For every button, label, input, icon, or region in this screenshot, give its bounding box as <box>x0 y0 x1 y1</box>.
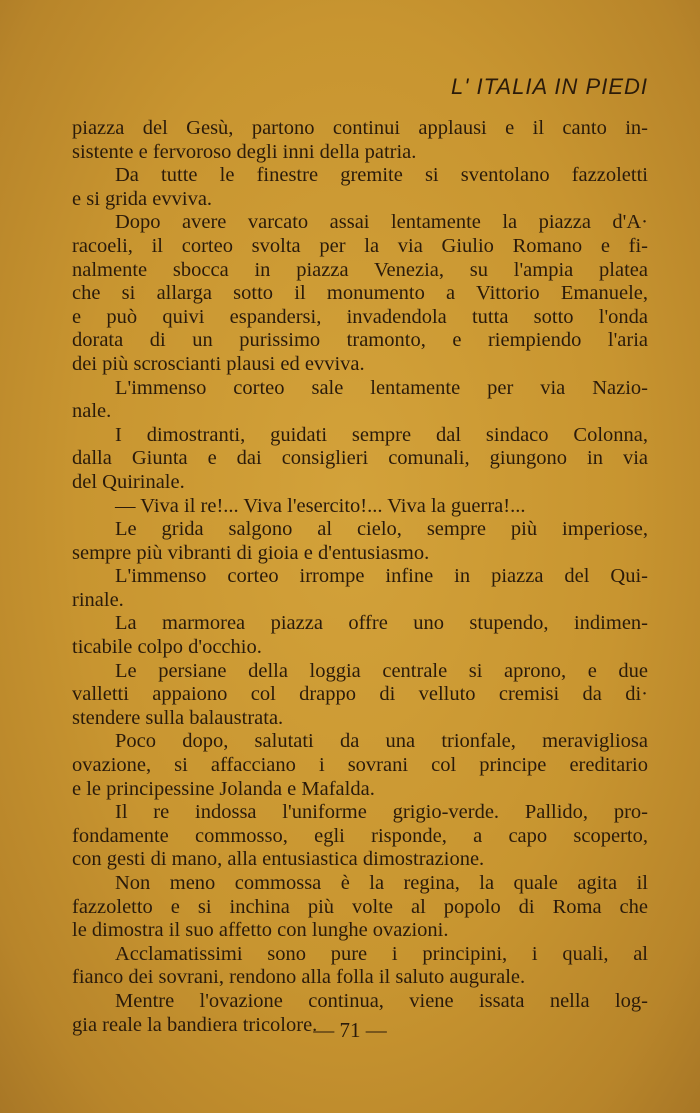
body-text <box>72 117 648 1037</box>
text-line: L'immenso corteo irrompe infine in piazza del Qui- <box>115 565 648 588</box>
paragraph <box>72 872 648 943</box>
text-line: ovazione, si affacciano i sovrani col principe ereditario <box>72 754 648 777</box>
paragraph <box>72 424 648 495</box>
paragraph <box>72 660 648 731</box>
text-line: valletti appaiono col drappo di velluto cremisi da di· <box>72 683 648 706</box>
text-line: ticabile colpo d'occhio. <box>72 636 262 659</box>
text-line: dalla Giunta e dai consiglieri comunali, giungono in via <box>72 447 648 470</box>
text-line: le dimostra il suo affetto con lunghe ovazioni. <box>72 919 449 942</box>
text-line: del Quirinale. <box>72 470 185 493</box>
paragraph <box>72 612 648 659</box>
text-line: fondamente commosso, egli risponde, a capo scoperto, <box>72 824 648 847</box>
page-number: — 71 — <box>313 1018 387 1042</box>
text-line: e si grida evviva. <box>72 187 213 210</box>
paragraph <box>72 117 648 164</box>
text-line: che si allarga sotto il monumento a Vittorio Emanuele, <box>72 282 648 305</box>
paragraph <box>72 801 648 872</box>
text-line: rinale. <box>72 588 124 611</box>
text-line: racoeli, il corteo svolta per la via Giulio Romano e fi- <box>72 234 648 257</box>
paragraph <box>72 943 648 990</box>
text-line: Il re indossa l'uniforme grigio-verde. Pallido, pro- <box>115 801 648 824</box>
text-line: Poco dopo, salutati da una trionfale, meravigliosa <box>115 730 648 753</box>
text-line: dei più scroscianti plausi ed evviva. <box>72 352 365 375</box>
text-line: Da tutte le finestre gremite si sventolano fazzoletti <box>115 164 648 187</box>
text-line: Le persiane della loggia centrale si aprono, e due <box>115 659 648 682</box>
paragraph <box>72 377 648 424</box>
text-line: Dopo avere varcato assai lentamente la piazza d'A· <box>115 211 648 234</box>
paragraph <box>72 164 648 211</box>
text-line: nale. <box>72 400 112 423</box>
text-line: sistente e fervoroso degli inni della patria. <box>72 140 417 163</box>
text-line: dorata di un purissimo tramonto, e riempiendo l'aria <box>72 329 648 352</box>
paragraph <box>72 211 648 376</box>
text-line: e può quivi espandersi, invadendola tutta sotto l'onda <box>72 305 648 328</box>
text-line: I dimostranti, guidati sempre dal sindaco Colonna, <box>115 423 648 446</box>
text-line: Le grida salgono al cielo, sempre più imperiose, <box>115 518 648 541</box>
text-line: Acclamatissimi sono pure i principini, i quali, al <box>115 942 648 965</box>
text-line: fazzoletto e si inchina più volte al popolo di Roma che <box>72 895 648 918</box>
text-line: con gesti di mano, alla entusiastica dimostrazione. <box>72 848 485 871</box>
text-line: La marmorea piazza offre uno stupendo, indimen- <box>115 612 648 635</box>
text-line: piazza del Gesù, partono continui applausi e il canto in- <box>72 117 648 139</box>
text-line: stendere sulla balaustrata. <box>72 706 284 729</box>
paragraph <box>72 565 648 612</box>
running-header: L' ITALIA IN PIEDI <box>450 74 648 99</box>
text-line: — Viva il re!... Viva l'esercito!... Viva la guerra!... <box>115 494 526 517</box>
text-line: gia reale la bandiera tricolore. <box>72 1013 318 1036</box>
text-line: fianco dei sovrani, rendono alla folla il saluto augurale. <box>72 966 526 989</box>
text-line: L'immenso corteo sale lentamente per via Nazio- <box>115 376 648 399</box>
text-line: Non meno commossa è la regina, la quale agita il <box>115 872 648 894</box>
paragraph <box>72 495 648 519</box>
text-line: e le principessine Jolanda e Mafalda. <box>72 777 375 800</box>
paragraph <box>72 518 648 565</box>
text-line: nalmente sbocca in piazza Venezia, su l'ampia platea <box>72 258 648 281</box>
text-line: Mentre l'ovazione continua, viene issata nella log- <box>115 989 648 1012</box>
paragraph <box>72 730 648 801</box>
text-line: sempre più vibranti di gioia e d'entusiasmo. <box>72 541 430 564</box>
